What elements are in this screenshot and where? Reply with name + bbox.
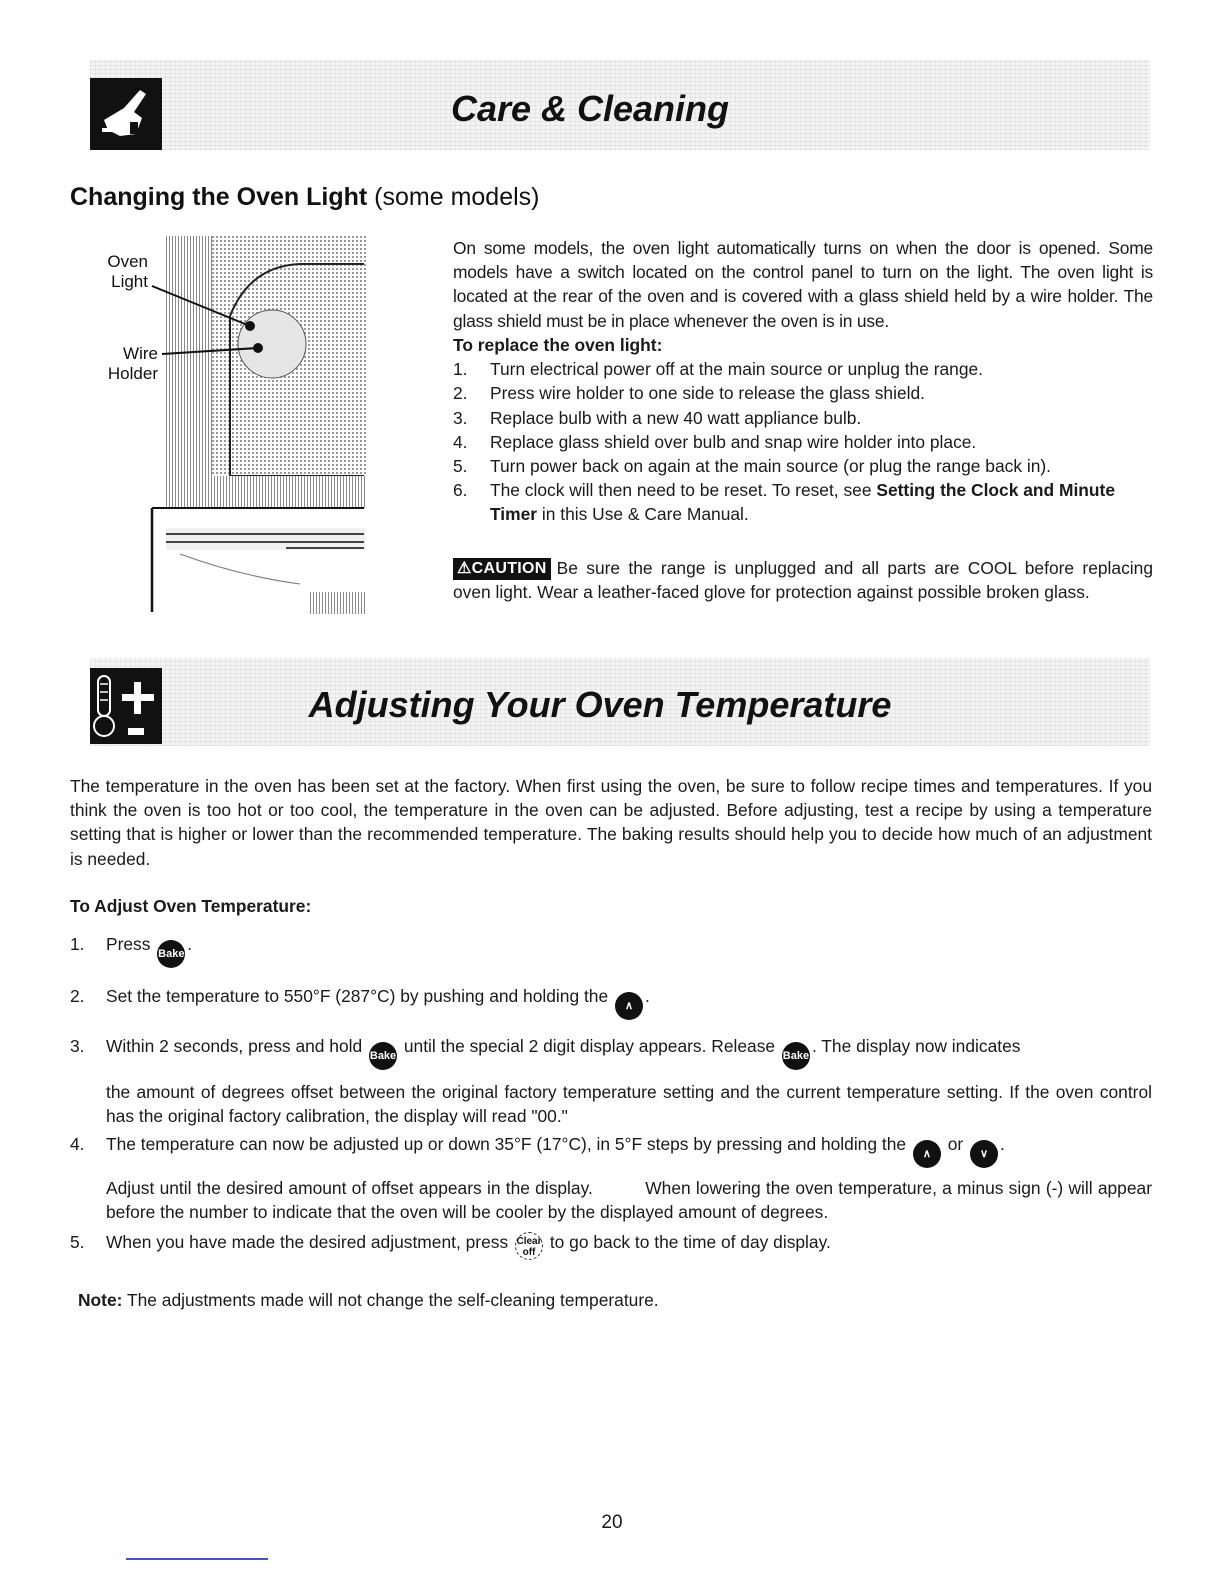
adjust-step-4 xyxy=(70,1132,1157,1224)
oven-light-heading xyxy=(70,183,540,212)
step-number: 4. xyxy=(70,1134,85,1154)
step-text: Press wire holder to one side to release the glass shield. xyxy=(490,383,926,404)
step-number: 1. xyxy=(70,934,85,954)
step-text: Turn power back on again at the main source (or plug the range back in). xyxy=(490,456,1052,477)
step-text: Replace glass shield over bulb and snap wire holder into place. xyxy=(490,431,977,452)
list-item xyxy=(453,381,1153,405)
caution-badge xyxy=(453,558,551,580)
step2-post: . xyxy=(644,986,650,1006)
footer-rule xyxy=(126,1558,268,1560)
step1-pre: Press xyxy=(106,934,151,954)
list-item xyxy=(453,357,1153,381)
clock-reference: Setting the Clock and Minute Timer xyxy=(490,480,1116,525)
care-cleaning-banner xyxy=(90,60,1150,150)
replace-light-list xyxy=(453,357,1153,526)
adjust-step-3 xyxy=(70,1034,1152,1128)
step-number: 3. xyxy=(70,1036,85,1056)
step2-pre: Set the temperature to 550°F (287°C) by pushing and holding the xyxy=(106,986,609,1006)
step4-continuation: Adjust until the desired amount of offset appears in the display. When lowering the oven temperature, a minus sign (-) will appear before the number to indicate that the oven will be cooler by the displayed amount of degrees. xyxy=(106,1178,1157,1222)
bake-button-icon: Bake xyxy=(157,940,185,968)
oven-label-word: Oven xyxy=(107,252,148,271)
step4-a: The temperature can now be adjusted up or down 35°F (17°C), in 5°F steps by pressing and holding the xyxy=(106,1134,907,1154)
step-number: 5. xyxy=(70,1232,85,1252)
step-number: 4. xyxy=(453,431,468,452)
off-label: off xyxy=(522,1247,536,1258)
up-arrow-button-icon: ∧ xyxy=(913,1140,941,1168)
caution-label: CAUTION xyxy=(471,560,547,577)
step5-post: to go back to the time of day display. xyxy=(549,1232,831,1252)
oven-temperature-title: Adjusting Your Oven Temperature xyxy=(308,684,892,725)
bake-button-icon: Bake xyxy=(369,1042,397,1070)
step4-end: . xyxy=(1000,1134,1005,1154)
list-item xyxy=(453,406,1153,430)
oven-interior-illustration xyxy=(100,236,370,616)
step-number: 1. xyxy=(453,359,468,380)
step4-or: or xyxy=(947,1134,964,1154)
step-text: Replace bulb with a new 40 watt appliance bulb. xyxy=(490,407,862,428)
wire-holder-label xyxy=(100,344,158,384)
step3-b: until the special 2 digit display appears. Release xyxy=(403,1036,776,1056)
adjust-temperature-heading: To Adjust Oven Temperature: xyxy=(70,896,312,916)
oven-light-heading-rest: (some models) xyxy=(374,183,540,211)
step5-pre: When you have made the desired adjustment, press xyxy=(106,1232,509,1252)
care-cleaning-title: Care & Cleaning xyxy=(450,88,730,129)
list-item xyxy=(453,454,1153,478)
step6-pre: The clock will then need to be reset. To reset, see xyxy=(490,480,872,501)
adjust-step-5 xyxy=(70,1230,1152,1260)
adjust-step-1 xyxy=(70,932,1152,968)
list-item xyxy=(453,478,1153,526)
step-text: Turn electrical power off at the main source or unplug the range. xyxy=(490,359,984,380)
warning-triangle-icon: ⚠ xyxy=(457,560,472,577)
step3-c: . The display now indicates xyxy=(811,1036,1021,1056)
oven-light-figure xyxy=(100,236,370,616)
bake-button-icon: Bake xyxy=(782,1042,810,1070)
oven-temperature-banner xyxy=(90,658,1150,746)
adjust-step-2 xyxy=(70,984,1152,1020)
step1-post: . xyxy=(187,934,193,954)
page-number: 20 xyxy=(601,1512,623,1533)
replace-light-heading: To replace the oven light: xyxy=(453,335,663,355)
oven-light-heading-bold: Changing the Oven Light xyxy=(70,183,368,211)
step-number: 6. xyxy=(453,480,468,501)
oven-light-label xyxy=(100,252,148,292)
step-number: 2. xyxy=(70,986,85,1006)
step6-post: in this Use & Care Manual. xyxy=(541,504,749,525)
cleaning-hand-icon xyxy=(90,78,162,150)
down-arrow-button-icon: ∨ xyxy=(970,1140,998,1168)
step3-continuation: the amount of degrees offset between the original factory temperature setting and the current temperature setting. If the oven control has the original factory calibration, the display will read "00." xyxy=(106,1082,1152,1126)
step-number: 2. xyxy=(453,383,468,404)
clear-off-button-icon xyxy=(515,1232,543,1260)
note-label: Note: xyxy=(78,1290,123,1310)
holder-label-word: Holder xyxy=(107,364,158,383)
step3-a: Within 2 seconds, press and hold xyxy=(106,1036,363,1056)
light-label-word: Light xyxy=(111,272,148,291)
up-arrow-button-icon: ∧ xyxy=(615,992,643,1020)
temperature-intro: The temperature in the oven has been set at the factory. When first using the oven, be sure to follow recipe times and temperatures. If you think the oven is too hot or too cool, the temperature in the oven can be adjusted. Before adjusting, test a recipe by using a temperature setting that is higher or lower than the recommended temperature. The baking results should help you to decide how much of an adjustment is needed. xyxy=(70,776,1152,869)
caution-note xyxy=(453,556,1153,604)
step-number: 5. xyxy=(453,456,468,477)
clear-label: Clear xyxy=(516,1236,542,1247)
oven-light-intro: On some models, the oven light automatically turns on when the door is opened. Some models have a switch located on the control panel to turn on the light. The oven light is located at the rear of the oven and is covered with a glass shield held by a wire holder. The glass shield must be in place whenever the oven is in use. xyxy=(453,238,1153,331)
replace-light-steps xyxy=(453,333,1153,527)
self-clean-note xyxy=(78,1290,659,1311)
step-number: 3. xyxy=(453,407,468,428)
caution-text: Be sure the range is unplugged and all parts are COOL before replacing oven light. Wear a leather-faced glove for protection against possible broken glass. xyxy=(453,558,1153,603)
list-item xyxy=(453,430,1153,454)
wire-label-word: Wire xyxy=(123,344,158,363)
note-text: The adjustments made will not change the self-cleaning temperature. xyxy=(126,1290,659,1310)
